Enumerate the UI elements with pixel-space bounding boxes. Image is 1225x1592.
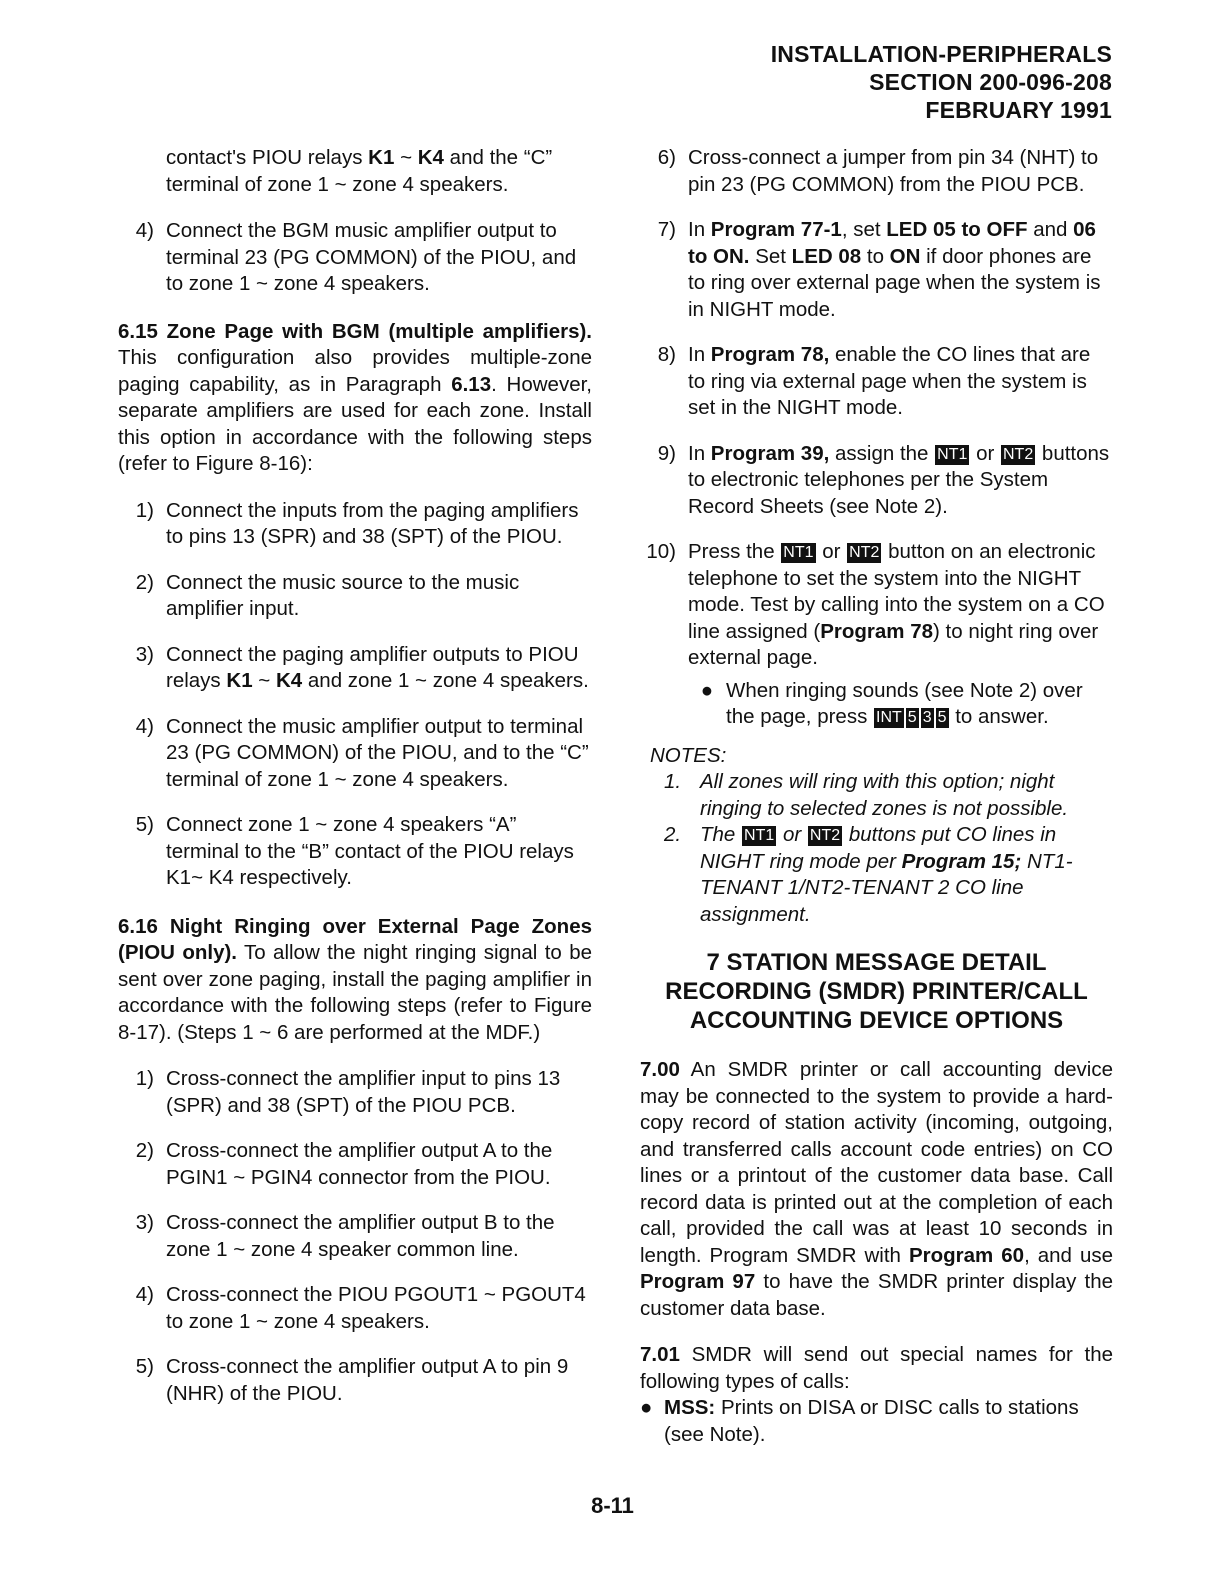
paragraph-6-16: 6.16 Night Ringing over External Page Zones (PIOU only). To allow the night ringing signal to be sent over zone paging, install the paging amplifier in accordance with the following steps (refer to Figure 8-17). (Steps 1 ~ 6 are performed at the MDF.) xyxy=(118,914,592,1044)
list-item: 5) Cross-connect the amplifier output A to pin 9 (NHR) of the PIOU. xyxy=(135,1355,569,1405)
notes-heading: NOTES: xyxy=(650,743,727,767)
int-key-icon: INT xyxy=(876,709,902,726)
header-section: SECTION 200-096-208 xyxy=(869,69,1112,95)
key-5-icon: 5 xyxy=(937,709,947,726)
key-3-icon: 3 xyxy=(922,709,932,726)
list-item: 8) In Program 78, enable the CO lines that are to ring via external page when the system is set in the NIGHT mode. xyxy=(657,343,1091,419)
list-item: ● When ringing sounds (see Note 2) over the page, press INT 5 3 5 to answer. xyxy=(688,678,1113,731)
list-item: 3) Connect the paging amplifier outputs to PIOU relays K1 ~ K4 and zone 1 ~ zone 4 speakers. xyxy=(135,642,589,692)
nt1-key-icon: NT1 xyxy=(937,445,968,463)
header-date: FEBRUARY 1991 xyxy=(925,97,1112,123)
list-item: 9) In Program 39, assign the NT1 or NT2 buttons to electronic telephones per the System Record Sheets (see Note 2). xyxy=(657,441,1110,518)
list-item: 7) In Program 77-1, set LED 05 to OFF and 06 to ON. Set LED 08 to ON if door phones are to ring over external page when the system is in NIGHT mode. xyxy=(657,218,1101,321)
list-item: 5) Connect zone 1 ~ zone 4 speakers “A” terminal to the “B” contact of the PIOU relays K1~ K4 respectively. xyxy=(135,813,574,889)
key-5-icon: 5 xyxy=(907,709,917,726)
list-item: 3) Cross-connect the amplifier output B to the zone 1 ~ zone 4 speaker common line. xyxy=(135,1211,555,1261)
bullet-icon: ● xyxy=(640,1396,653,1419)
nt2-key-icon: NT2 xyxy=(1003,445,1034,463)
continued-step-text: contact's PIOU relays K1 ~ K4 and the “C” terminal of zone 1 ~ zone 4 speakers. xyxy=(166,146,553,196)
nt2-key-icon: NT2 xyxy=(809,827,841,844)
list-item: 4) Connect the music amplifier output to terminal 23 (PG COMMON) of the PIOU, and to the “C” terminal of zone 1 ~ zone 4 speakers. xyxy=(135,714,589,791)
list-item: 1) Cross-connect the amplifier input to pins 13 (SPR) and 38 (SPT) of the PIOU PCB. xyxy=(135,1067,561,1117)
paragraph-6-15: 6.15 Zone Page with BGM (multiple amplifiers). This configuration also provides multiple-zone paging capability, as in Paragraph 6.13. However, separate amplifiers are used for each zone. Install this option in accordance with the following steps (refer to Figure 8-16): xyxy=(118,319,592,475)
nt1-key-icon: NT1 xyxy=(744,827,775,844)
left-column xyxy=(118,145,592,1426)
list-item: 2) Cross-connect the amplifier output A to the PGIN1 ~ PGIN4 connector from the PIOU. xyxy=(135,1139,553,1189)
list-item: 6) Cross-connect a jumper from pin 34 (NHT) to pin 23 (PG COMMON) from the PIOU PCB. xyxy=(657,146,1099,196)
list-item: 2) Connect the music source to the music amplifier input. xyxy=(135,570,520,620)
page-header xyxy=(771,40,1112,124)
bullet-icon: ● xyxy=(700,678,714,702)
list-item: 4) Connect the BGM music amplifier output to terminal 23 (PG COMMON) of the PIOU, and to zone 1 ~ zone 4 speakers. xyxy=(135,219,577,295)
list-item: 1) Connect the inputs from the paging amplifiers to pins 13 (SPR) and 38 (SPT) of the PIOU. xyxy=(135,498,579,548)
right-column xyxy=(640,145,1113,1448)
section-7-heading: 7 STATION MESSAGE DETAIL RECORDING (SMDR) PRINTER/CALL ACCOUNTING DEVICE OPTIONS xyxy=(665,949,1088,1034)
header-title: INSTALLATION-PERIPHERALS xyxy=(770,41,1112,67)
list-item: 10) Press the NT1 or NT2 button on an electronic telephone to set the system into the NIGHT mode. Test by calling into the system on a CO line assigned (Program 78) to night ring over external page. xyxy=(646,540,1105,669)
nt1-key-icon: NT1 xyxy=(783,544,814,561)
note-item: 2. The NT1 or NT2 buttons put CO lines in NIGHT ring mode per Program 15; NT1-TENANT 1/NT2-TENANT 2 CO line assignment. xyxy=(664,823,1073,926)
paragraph-7-01: 7.01 SMDR will send out special names for the following types of calls: xyxy=(640,1343,1113,1393)
list-item: 4) Cross-connect the PIOU PGOUT1 ~ PGOUT4 to zone 1 ~ zone 4 speakers. xyxy=(135,1283,586,1333)
nt2-key-icon: NT2 xyxy=(849,544,880,561)
page-number: 8-11 xyxy=(591,1493,634,1518)
list-item: ● MSS: Prints on DISA or DISC calls to stations (see Note). xyxy=(640,1395,1113,1448)
paragraph-7-00: 7.00 An SMDR printer or call accounting device may be connected to the system to provide a hard-copy record of station activity (incoming, outgoing, and transferred calls account code entries) on CO lines or a printout of the customer data base. Call record data is printed out at the completion of each call, provided the call was at least 10 seconds in length. Program SMDR with Program 60, and use Program 97 to have the SMDR printer display the customer data base. xyxy=(640,1058,1113,1320)
note-item: 1. All zones will ring with this option; night ringing to selected zones is not possible. xyxy=(664,770,1069,820)
